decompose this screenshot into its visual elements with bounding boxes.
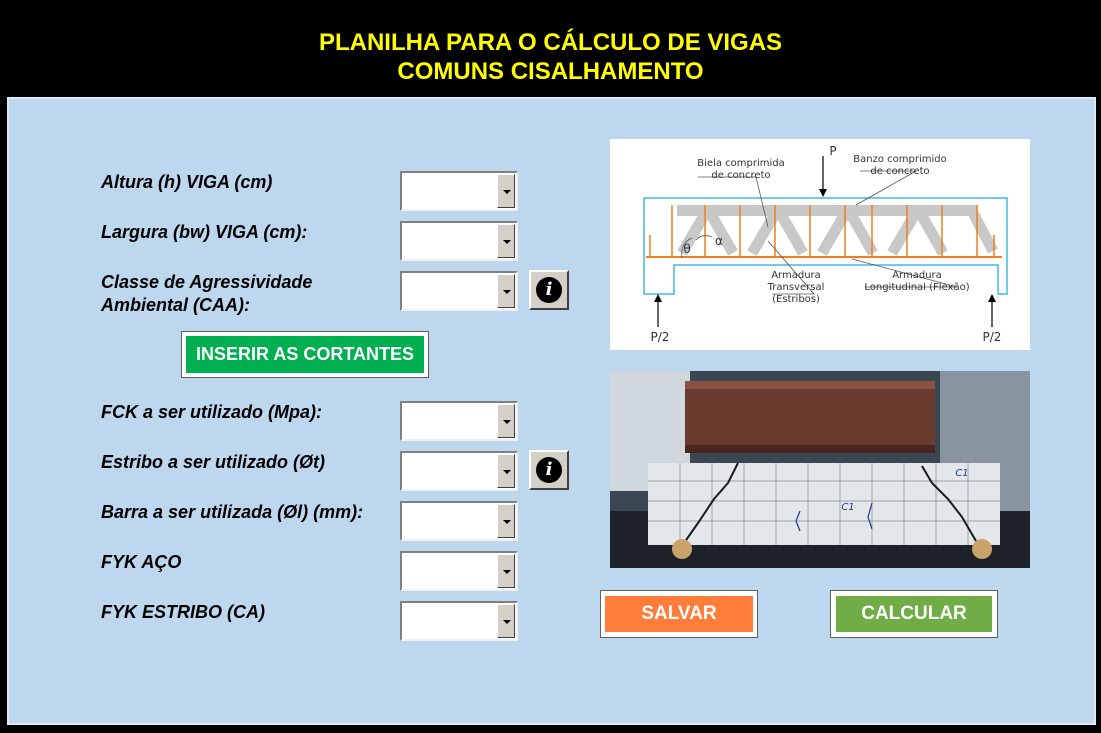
banzo-label: [850, 154, 950, 178]
reaction-right-label: P/2: [982, 330, 1002, 344]
caa-label: [101, 271, 312, 317]
largura-label: Largura (bw) VIGA (cm):: [101, 222, 308, 242]
truss-svg: [610, 139, 1030, 350]
transversal-line-2: Transversal: [767, 282, 825, 293]
load-label: P: [829, 144, 837, 158]
banzo-line-2: de concreto: [870, 166, 930, 177]
chevron-down-icon[interactable]: [497, 504, 515, 538]
fck-label: FCK a ser utilizado (Mpa):: [101, 402, 323, 422]
biela-line-1: Biela comprimida: [697, 158, 785, 169]
calculate-label: CALCULAR: [836, 596, 992, 632]
title-line-1: PLANILHA PARA O CÁLCULO DE VIGAS: [318, 29, 783, 56]
chevron-down-icon[interactable]: [497, 554, 515, 588]
caa-label-line-1: Classe de Agressividade: [101, 272, 313, 292]
chevron-down-icon[interactable]: [497, 174, 515, 208]
chevron-down-icon[interactable]: [497, 274, 515, 308]
transversal-line-1: Armadura: [771, 270, 821, 281]
save-button[interactable]: [600, 590, 758, 638]
banzo-line-1: Banzo comprimido: [853, 154, 947, 165]
fyk-estribo-label: FYK ESTRIBO (CA): [101, 602, 265, 622]
estribo-label: Estribo a ser utilizado (Øt): [101, 452, 326, 472]
crack-mark-top: C1: [955, 468, 969, 479]
caa-info-button[interactable]: [529, 270, 569, 310]
fyk-aco-label: FYK AÇO: [101, 552, 182, 572]
longitudinal-line-1: Armadura: [892, 270, 942, 281]
altura-dropdown[interactable]: [400, 171, 518, 211]
chevron-down-icon[interactable]: [497, 454, 515, 488]
theta-label: θ: [683, 242, 691, 256]
chevron-down-icon[interactable]: [497, 404, 515, 438]
barra-dropdown[interactable]: [400, 501, 518, 541]
fyk-estribo-dropdown[interactable]: [400, 601, 518, 641]
longitudinal-line-2: Longitudinal (Flexão): [864, 282, 970, 293]
chevron-down-icon[interactable]: [497, 224, 515, 258]
caa-dropdown[interactable]: [400, 271, 518, 311]
reaction-left-label: P/2: [650, 330, 670, 344]
estribo-dropdown[interactable]: [400, 451, 518, 491]
save-label: SALVAR: [605, 596, 753, 632]
beam-test-photo: [610, 371, 1030, 568]
fyk-aco-dropdown[interactable]: [400, 551, 518, 591]
calculate-button[interactable]: [830, 590, 998, 638]
biela-line-2: de concreto: [711, 170, 771, 181]
fck-dropdown[interactable]: [400, 401, 518, 441]
altura-label: Altura (h) VIGA (cm): [101, 172, 273, 192]
chevron-down-icon[interactable]: [497, 604, 515, 638]
page-title: [0, 28, 1101, 86]
truss-model-diagram: [610, 139, 1030, 350]
title-line-2: COMUNS CISALHAMENTO: [397, 58, 704, 85]
alpha-label: α: [715, 234, 723, 248]
largura-dropdown[interactable]: [400, 221, 518, 261]
transversal-label: [758, 270, 834, 306]
biela-label: [686, 158, 796, 182]
barra-label: Barra a ser utilizada (Øl) (mm):: [101, 502, 364, 522]
crack-mark-mid: C1: [841, 502, 855, 513]
insert-shear-button[interactable]: [181, 331, 429, 378]
longitudinal-label: [862, 270, 972, 294]
info-icon: i: [536, 277, 562, 303]
estribo-info-button[interactable]: [529, 450, 569, 490]
info-icon: i: [536, 457, 562, 483]
transversal-line-3: (Estribos): [772, 294, 820, 305]
caa-label-line-2: Ambiental (CAA):: [101, 295, 250, 315]
insert-shear-label: INSERIR AS CORTANTES: [186, 336, 424, 373]
